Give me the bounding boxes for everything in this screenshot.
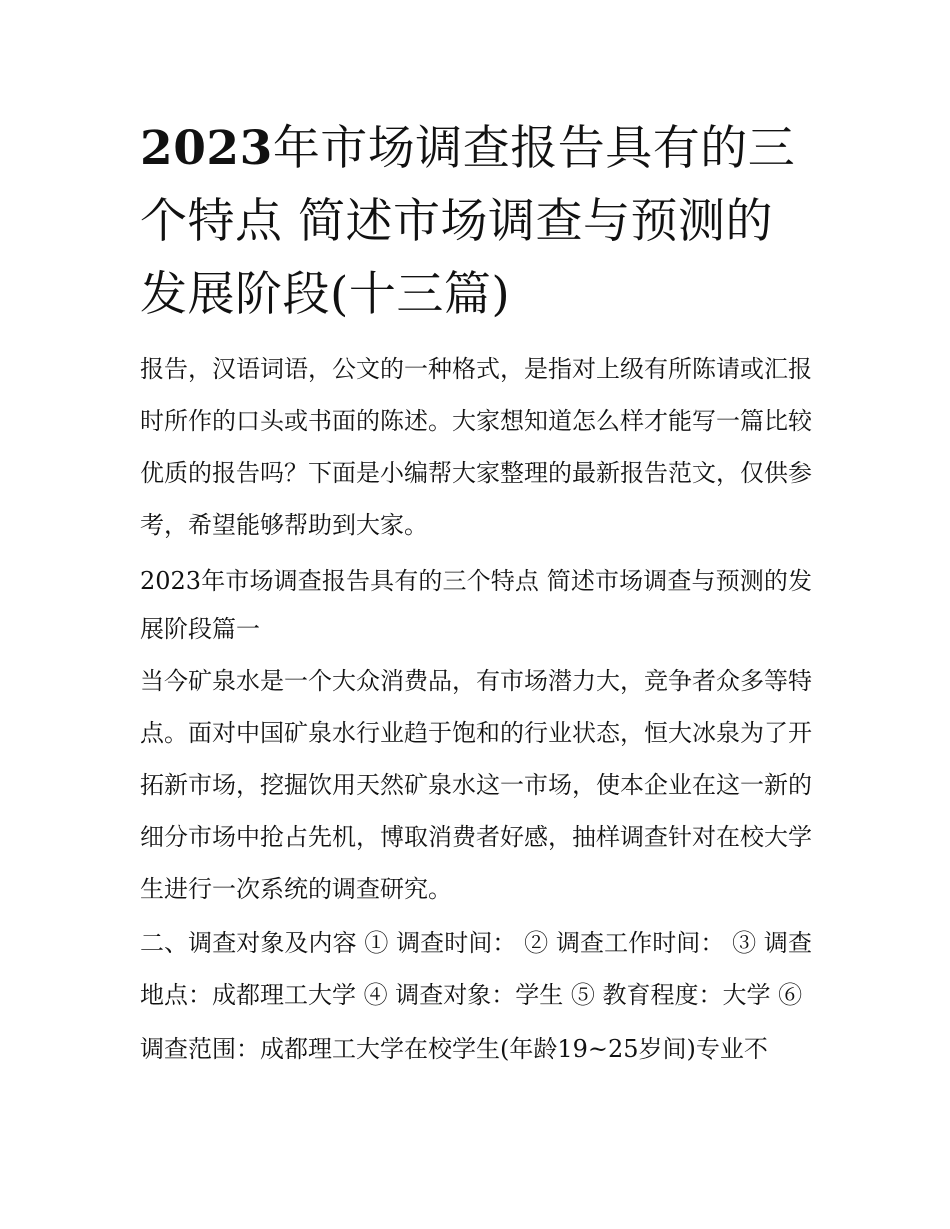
title-text: 年市场调查报告具有的三个特点 简述市场调查与预测的发展阶段(十三篇) [140,121,796,322]
title-year: 2023 [140,121,273,176]
document-page [140,112,812,1075]
document-title [140,112,812,331]
section-heading: 2023年市场调查报告具有的三个特点 简述市场调查与预测的发展阶段篇一 [140,567,812,643]
survey-object-paragraph: 二、调查对象及内容 ① 调查时间： ② 调查工作时间： ③ 调查地点：成都理工大学 ④ 调查对象：学生 ⑤ 教育程度：大学 ⑥ [140,929,812,1009]
survey-scope-paragraph: 调查范围：成都理工大学在校学生(年龄19~25岁间)专业不 [140,1035,768,1063]
intro-paragraph: 报告，汉语词语，公文的一种格式，是指对上级有所陈请或汇报时所作的口头或书面的陈述。大家想知道怎么样才能写一篇比较优质的报告吗？下面是小编帮大家整理的最新报告范文，仅供参考，希望能够帮助到大家。 [140,355,812,539]
body-paragraph: 当今矿泉水是一个大众消费品，有市场潜力大，竞争者众多等特点。面对中国矿泉水行业趋于饱和的行业状态，恒大冰泉为了开拓新市场，挖掘饮用天然矿泉水这一市场，使本企业在这一新的细分市场中抢占先机，博取消费者好感，抽样调查针对在校大学生进行一次系统的调查研究。 [140,667,812,903]
